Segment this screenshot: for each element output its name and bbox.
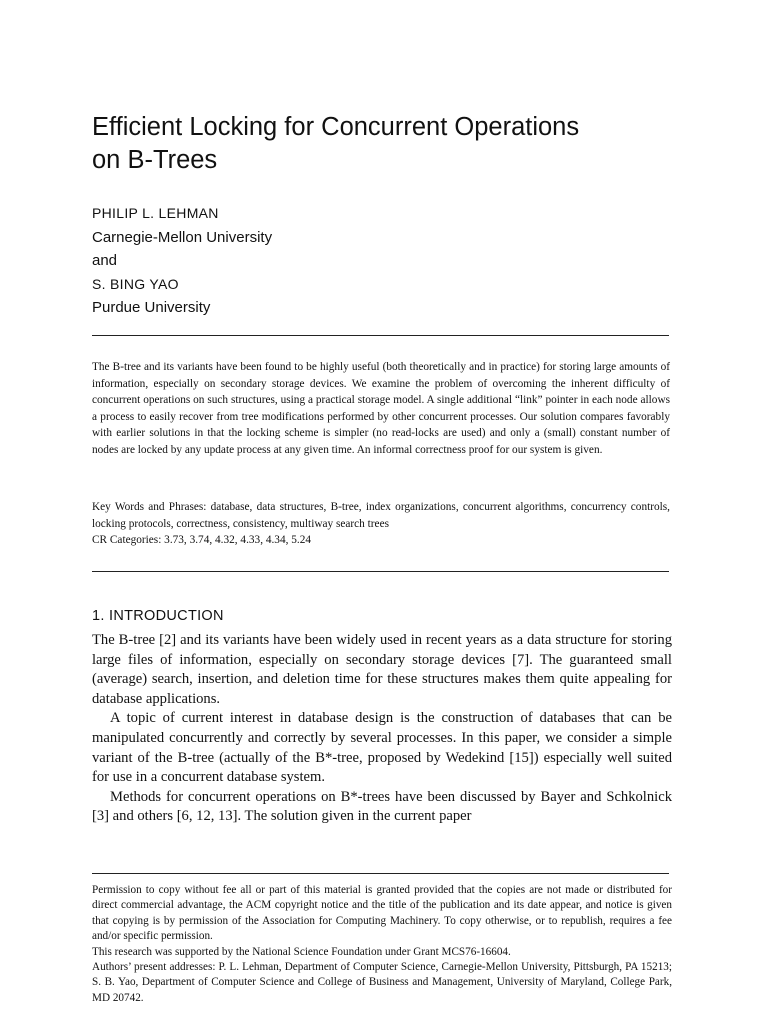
introduction-body	[92, 631, 672, 827]
author-name-2: S. BING YAO	[92, 275, 179, 292]
title-line-1: Efficient Locking for Concurrent Operations	[92, 113, 580, 141]
abstract: The B-tree and its variants have been found to be highly useful (both theoretically and in practice) for storing large amounts of information, especially on secondary storage devices. We examine the problem of overcoming the inherent difficulty of concurrent operations on such structures, using a practical storage model. A single additional “link” pointer in each node allows a process to easily recover from tree modifications performed by other concurrent processes. Our solution compares favorably with earlier solutions in that the locking scheme is simpler (no read-locks are used) and only a (small) constant number of nodes are locked by any update process at any given time. An informal correctness proof for our system is given.	[92, 361, 670, 456]
footnote-addresses: Authors’ present addresses: P. L. Lehman, Department of Computer Science, Carnegie-Mellon University, Pittsburgh, PA 15213; S. B. Yao, Department of Computer Science and College of Business and Management, University of Maryland, College Park, MD 20742.	[92, 961, 672, 1004]
footnote-permission: Permission to copy without fee all or part of this material is granted provided that the copies are not made or distributed for direct commercial advantage, the ACM copyright notice and the title of the publication and its date appear, and notice is given that copying is by permission of the Association for Computing Machinery. To copy otherwise, or to republish, requires a fee and/or specific permission.	[92, 884, 672, 943]
paragraph-1: The B-tree [2] and its variants have been widely used in recent years as a data structure for storing large files of information, especially on secondary storage devices [7]. The guaranteed small (average) search, insertion, and deletion time for these structures makes them quite appealing for database applications.	[92, 632, 672, 707]
paper-title	[92, 111, 732, 177]
footnote-funding: This research was supported by the National Science Foundation under Grant MCS76-16604.	[92, 945, 511, 958]
footnote-block	[92, 883, 672, 1006]
bottom-divider	[92, 571, 669, 572]
paragraph-3: Methods for concurrent operations on B*-trees have been discussed by Bayer and Schkolnick [3] and others [6, 12, 13]. The solution given in the current paper	[92, 788, 672, 825]
author-block	[92, 202, 592, 320]
keywords: Key Words and Phrases: database, data structures, B-tree, index organizations, concurrent algorithms, concurrency controls, locking protocols, correctness, consistency, multiway search trees	[92, 501, 670, 530]
cr-categories: CR Categories: 3.73, 3.74, 4.32, 4.33, 4.34, 5.24	[92, 534, 312, 546]
footnote-divider	[92, 873, 669, 874]
author-affiliation-2: Purdue University	[92, 299, 211, 316]
section-heading-introduction: 1. INTRODUCTION	[92, 608, 224, 624]
title-line-2: on B-Trees	[92, 146, 218, 174]
paragraph-2: A topic of current interest in database design is the construction of databases that can be manipulated concurrently and correctly by several processes. In this paper, we consider a simple variant of the B-tree (actually of the B*-tree, proposed by Wedekind [15]) especially well suited for use in a concurrent database system.	[92, 710, 672, 786]
top-divider	[92, 335, 669, 336]
author-name-1: PHILIP L. LEHMAN	[92, 205, 219, 221]
author-affiliation-1: Carnegie-Mellon University	[92, 228, 273, 246]
author-conjunction: and	[92, 252, 118, 269]
